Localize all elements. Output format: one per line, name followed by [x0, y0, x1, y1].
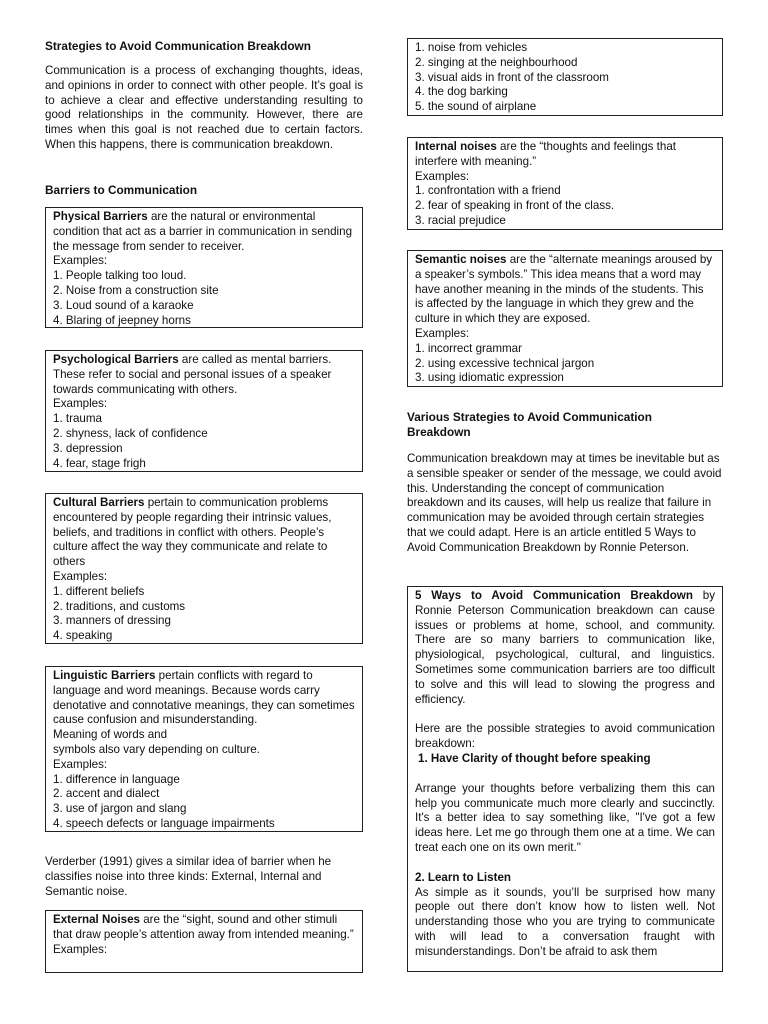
examples-label: Examples:: [415, 169, 470, 183]
linguistic-barriers-term: Linguistic Barriers: [53, 669, 156, 682]
list-item: 5. the sound of airplane: [415, 100, 537, 114]
list-item: 3. Loud sound of a karaoke: [53, 298, 194, 312]
strategies-intro: Here are the possible strategies to avoid communication breakdown:: [415, 722, 715, 751]
article-title: 5 Ways to Avoid Communication Breakdown: [415, 589, 693, 602]
list-item: 1. confrontation with a friend: [415, 184, 561, 198]
external-noises-text: [53, 913, 355, 943]
physical-barriers-box: [45, 207, 363, 328]
list-item: 3. visual aids in front of the classroom: [415, 70, 609, 84]
examples-label: Examples:: [53, 757, 108, 771]
physical-barriers-text: [53, 210, 355, 254]
internal-noises-text: [415, 140, 715, 170]
list-item: 3. using idiomatic expression: [415, 371, 564, 385]
external-noises-term: External Noises: [53, 913, 140, 926]
article-intro: [415, 589, 715, 707]
semantic-noises-desc: are the “alternate meanings aroused by a speaker’s symbols.” This idea means that a word may have another meaning in the minds of the students. This is affected by the language in which they grew and the culture in which they are exposed.: [415, 253, 713, 326]
cultural-barriers-box: [45, 493, 363, 644]
list-item: 1. People talking too loud.: [53, 269, 187, 283]
semantic-noises-text: [415, 253, 715, 327]
list-item: 2. traditions, and customs: [53, 599, 186, 613]
examples-label: Examples:: [53, 569, 108, 583]
psychological-barriers-text: [53, 353, 355, 397]
cultural-barriers-term: Cultural Barriers: [53, 496, 145, 509]
internal-noises-box: [407, 137, 723, 230]
internal-noises-desc: are the “thoughts and feelings that interfere with meaning.”: [415, 140, 677, 168]
strategy-2-text: As simple as it sounds, you’ll be surprised how many people out there don’t know how to listen well. Not understanding those who you are trying to communicate with will lead to a conversation fraught with misunderstandings. Don’t be afraid to ask them: [415, 885, 715, 958]
list-item: 4. fear, stage frigh: [53, 456, 146, 470]
strategy-1-title: 1. Have Clarity of thought before speaking: [418, 751, 651, 765]
examples-label: Examples:: [53, 254, 108, 268]
physical-barriers-desc: are the natural or environmental condition that act as a barrier in communication in sending the message from sender to receiver.: [53, 210, 353, 253]
linguistic-extra-line: Meaning of words and: [53, 728, 168, 742]
list-item: 3. racial prejudice: [415, 213, 506, 227]
psychological-barriers-box: [45, 350, 363, 472]
various-strategies-heading: [407, 410, 723, 440]
article-intro-text: by Ronnie Peterson Communication breakdown can cause issues or problems at home, school, and community. There are so many barriers to communication like, physiological, psychological, cultural, and linguistics. Sometimes some communication barriers are too difficult to solve and this will lead to slowing the progress and efficiency.: [415, 589, 715, 706]
list-item: 2. shyness, lack of confidence: [53, 426, 208, 440]
linguistic-barriers-desc: pertain conflicts with regard to language and word meanings. Because words carry denotative and connotative meanings, they can sometimes cause confusion and misunderstanding.: [53, 669, 355, 727]
list-item: 2. Noise from a construction site: [53, 283, 219, 297]
list-item: 1. noise from vehicles: [415, 41, 528, 54]
psychological-barriers-term: Psychological Barriers: [53, 353, 179, 366]
list-item: 2. singing at the neighbourhood: [415, 55, 578, 69]
list-item: 4. speaking: [53, 629, 113, 643]
physical-barriers-term: Physical Barriers: [53, 210, 148, 223]
list-item: 2. using excessive technical jargon: [415, 356, 595, 370]
internal-noises-term: Internal noises: [415, 140, 497, 153]
external-noises-desc: are the “sight, sound and other stimuli that draw people’s attention away from intended meaning.”: [53, 913, 354, 941]
list-item: 1. incorrect grammar: [415, 341, 522, 355]
list-item: 2. fear of speaking in front of the class.: [415, 199, 615, 213]
list-item: 2. accent and dialect: [53, 787, 160, 801]
verderber-paragraph: Verderber (1991) gives a similar idea of barrier when he classifies noise into three kinds: External, Internal and Semantic noise.: [45, 855, 332, 898]
list-item: 1. difference in language: [53, 772, 180, 786]
list-item: 4. Blaring of jeepney horns: [53, 313, 191, 327]
examples-label: Examples:: [415, 326, 470, 340]
examples-label: Examples:: [53, 942, 108, 956]
list-item: 3. use of jargon and slang: [53, 802, 187, 816]
semantic-noises-term: Semantic noises: [415, 253, 507, 266]
linguistic-barriers-box: [45, 666, 363, 832]
examples-label: Examples:: [53, 397, 108, 411]
external-examples-box: [407, 38, 723, 116]
strategy-2-title: 2. Learn to Listen: [415, 870, 511, 884]
list-item: 1. different beliefs: [53, 584, 145, 598]
strategy-1-text: Arrange your thoughts before verbalizing them this can help you communicate much more clearly and succinctly. It's a better idea to say something like, "I've got a few ideas here. Let me go through them one at a time. We can treat each one on its own merit.": [415, 781, 715, 854]
psychological-barriers-desc: are called as mental barriers. These refer to social and personal issues of a speaker towards communicating with others.: [53, 353, 332, 396]
cultural-barriers-text: [53, 496, 355, 570]
various-heading-line-2: Breakdown: [407, 425, 471, 439]
external-noises-box: [45, 910, 363, 973]
various-heading-line-1: Various Strategies to Avoid Communication: [407, 410, 652, 424]
page-title: Strategies to Avoid Communication Breakdown: [45, 39, 311, 53]
list-item: 3. depression: [53, 441, 123, 455]
various-strategies-paragraph: Communication breakdown may at times be inevitable but as a sensible speaker or sender of the message, we could avoid this. Understanding the concept of communication breakdown and its causes, will help us realize that failure in communication may be avoided through certain strategies that we could adapt. Here is an article entitled 5 Ways to Avoid Communication Breakdown by Ronnie Peterson.: [407, 452, 722, 554]
linguistic-extra-line: symbols also vary depending on culture.: [53, 742, 260, 756]
list-item: 1. trauma: [53, 412, 102, 426]
intro-paragraph: Communication is a process of exchanging thoughts, ideas, and opinions in order to connect with other people. It’s goal is to achieve a clear and effective understanding resulting to good relationships in the community. However, there are times when this goal is not reached due to certain factors. When this happens, there is communication breakdown.: [45, 64, 363, 151]
list-item: 4. speech defects or language impairments: [53, 816, 275, 830]
list-item: 4. the dog barking: [415, 85, 508, 99]
semantic-noises-box: [407, 250, 723, 387]
barriers-heading: Barriers to Communication: [45, 183, 198, 197]
linguistic-barriers-text: [53, 669, 355, 728]
article-box: [407, 586, 723, 972]
list-item: 3. manners of dressing: [53, 614, 171, 628]
cultural-barriers-desc: pertain to communication problems encountered by people regarding their intrinsic values, beliefs, and traditions in conflict with others. People’s culture affect the way they communicate and relate to others: [53, 496, 332, 569]
